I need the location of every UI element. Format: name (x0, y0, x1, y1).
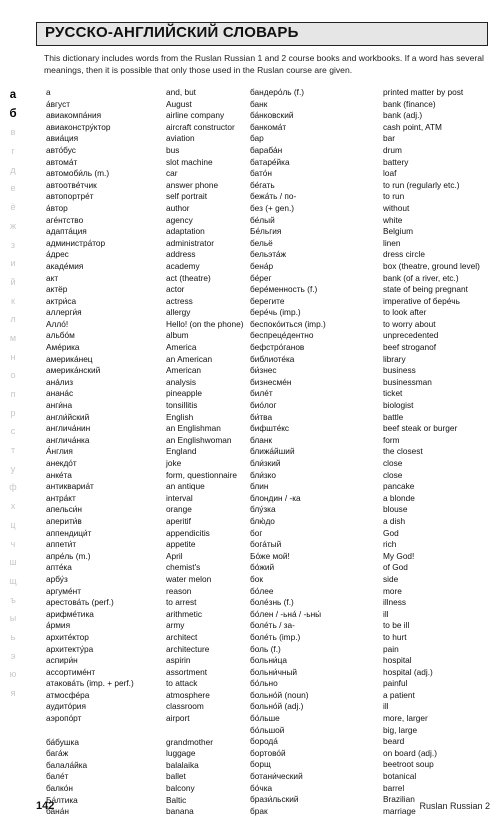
dictionary-entry: америка́нский (46, 365, 101, 376)
alphabet-letter: о (10, 370, 16, 381)
dictionary-entry: car (166, 168, 178, 179)
dictionary-entry: брак (250, 805, 268, 816)
alphabet-letter: з (10, 239, 16, 250)
alphabet-letter: р (10, 407, 16, 418)
dictionary-entry: антра́кт (46, 492, 76, 503)
dictionary-entry: more (383, 585, 402, 596)
dictionary-entry: анекдо́т (46, 458, 77, 468)
dictionary-entry: slot machine (166, 156, 213, 167)
dictionary-entry: боль (f.) (250, 643, 281, 654)
dictionary-entry: God (383, 527, 399, 538)
alphabet-letter: а (9, 89, 17, 101)
dictionary-entry: to arrest (166, 597, 197, 608)
russian-column-2 (250, 87, 326, 817)
dictionary-entry: pain (383, 643, 399, 654)
dictionary-entry: автомоби́ль (m.) (46, 168, 110, 179)
dictionary-entry: бана́н (46, 806, 69, 817)
dictionary-entry: бо́льше (250, 713, 280, 724)
dictionary-entry: August (166, 98, 192, 109)
dictionary-entry: банкома́т (250, 121, 287, 132)
dictionary-entry: адапта́ция (46, 226, 87, 237)
dictionary-entry: painful (383, 678, 408, 689)
dictionary-entry: cash point, ATM (383, 121, 442, 132)
dictionary-entry: Belgium (383, 226, 413, 237)
dictionary-entry: больно́й (noun) (250, 689, 309, 700)
dictionary-entry: on board (adj.) (383, 747, 437, 758)
alphabet-letter: п (10, 389, 16, 399)
dictionary-entry: администра́тор (46, 237, 106, 248)
dictionary-entry: Бе́льгия (250, 226, 282, 237)
dictionary-entry: арифме́тика (46, 608, 94, 619)
dictionary-entry: Baltic (166, 794, 187, 805)
dictionary-entry: appendicitis (166, 527, 210, 538)
dictionary-entry: a patient (383, 689, 415, 700)
dictionary-entry: businessman (383, 376, 432, 387)
dictionary-entry: reason (166, 585, 192, 596)
dictionary-entry: analysis (166, 376, 196, 387)
dictionary-entry: Hello! (on the phone) (166, 318, 244, 329)
alphabet-letter: ц (10, 519, 16, 530)
dictionary-entry: assortment (166, 666, 208, 677)
dictionary-entry: бежа́ть / по- (250, 191, 297, 202)
dictionary-entry: без (+ gen.) (250, 202, 295, 213)
dictionary-entry: бо́льно (250, 678, 278, 689)
dictionary-entry: grandmother (166, 736, 214, 747)
dictionary-entry: альбо́м (46, 330, 75, 341)
alphabet-letter: т (10, 445, 16, 456)
dictionary-entry: актёр (46, 284, 68, 295)
alphabet-letter: ш (9, 557, 17, 568)
dictionary-entry: анана́с (46, 388, 74, 399)
dictionary-entry: act (theatre) (166, 272, 211, 283)
dictionary-entry: ticket (383, 388, 403, 399)
dictionary-entry: арбу́з (46, 573, 68, 584)
dictionary-entry: актри́са (46, 295, 77, 306)
dictionary-entry: actress (166, 295, 193, 306)
dictionary-entry: balalaika (166, 759, 199, 770)
dictionary-entry: апре́ль (m.) (46, 550, 91, 561)
alphabet-letter: х (10, 501, 16, 512)
dictionary-entry: rich (383, 539, 397, 550)
dictionary-entry: architecture (166, 643, 210, 654)
dictionary-entry: берегите (250, 295, 285, 306)
alphabet-letter: к (11, 295, 15, 306)
dictionary-entry: aviation (166, 133, 195, 144)
dictionary-entry: больно́й (adj.) (250, 701, 304, 712)
dictionary-entry: hospital (383, 655, 412, 666)
dictionary-entry: airline company (166, 110, 225, 121)
alphabet-letter: ы (9, 613, 17, 624)
dictionary-entry: battle (383, 411, 404, 422)
dictionary-entry: and, but (166, 87, 196, 97)
dictionary-entry: to be ill (383, 620, 410, 631)
dictionary-entry: the closest (383, 446, 423, 457)
dictionary-entry: ботани́ческий (250, 771, 303, 782)
dictionary-entry: а́дрес (46, 249, 69, 260)
dictionary-entry: aircraft constructor (166, 121, 235, 132)
dictionary-entry: акт (46, 272, 59, 283)
dictionary-entry: бараба́н (250, 144, 283, 155)
dictionary-entry: beef steak or burger (383, 423, 458, 434)
alphabet-letter: ю (9, 669, 17, 680)
dictionary-entry: блю́до (250, 515, 275, 526)
dictionary-entry: business (383, 365, 416, 376)
alphabet-letter: г (11, 146, 15, 157)
dictionary-entry: album (166, 330, 189, 341)
dictionary-entry: бо́лее (250, 585, 274, 596)
dictionary-entry: to worry about (383, 318, 436, 329)
alphabet-letter: ж (9, 220, 17, 231)
dictionary-entry: авиаконстру́ктор (46, 121, 111, 132)
dictionary-entry: administrator (166, 237, 214, 248)
dictionary-entry: би́тва (250, 411, 273, 422)
dictionary-entry: америка́нец (46, 353, 93, 364)
dictionary-entry: botanical (383, 771, 417, 782)
dictionary-entry: бли́зко (250, 469, 276, 480)
dictionary-entry: ill (383, 608, 389, 619)
dictionary-entry: беспреце́дентно (250, 330, 314, 341)
title-box (36, 22, 488, 46)
dictionary-entry: а́вгуст (46, 98, 71, 109)
dictionary-entry: arithmetic (166, 608, 202, 619)
dictionary-entry: dress circle (383, 249, 425, 260)
alphabet-letter: е (10, 183, 16, 194)
dictionary-entry: бе́рег (250, 272, 272, 283)
dictionary-entry: аудито́рия (46, 701, 86, 712)
dictionary-entry: pineapple (166, 388, 202, 399)
dictionary-entry: больни́чный (250, 666, 298, 677)
alphabet-letter: б (9, 107, 17, 120)
dictionary-entry: architect (166, 631, 198, 642)
dictionary-entry: form, questionnaire (166, 469, 238, 480)
dictionary-entry: to hurt (383, 631, 407, 642)
dictionary-entry: аспири́н (46, 655, 78, 666)
dictionary-entry: библиоте́ка (250, 353, 295, 364)
alphabet-letter: ч (10, 538, 16, 549)
dictionary-entry: а (46, 87, 51, 97)
dictionary-entry: аперити́в (46, 515, 82, 526)
dictionary-entry: balcony (166, 783, 195, 794)
english-column-1 (166, 87, 244, 818)
dictionary-entry: а́втор (46, 202, 68, 213)
dictionary-entry: unprecedented (383, 330, 439, 341)
dictionary-entry: atmosphere (166, 689, 210, 700)
dictionary-entry: борщ (250, 759, 271, 770)
dictionary-entry: April (166, 550, 183, 561)
dictionary-entry: ба́бушка (46, 736, 79, 747)
dictionary-entry: orange (166, 504, 192, 515)
dictionary-entry: акаде́мия (46, 260, 84, 271)
alphabet-letter: н (10, 351, 16, 362)
alphabet-letter: я (10, 688, 16, 698)
dictionary-entry: close (383, 458, 403, 468)
dictionary-entry: апельси́н (46, 504, 82, 515)
dictionary-entry: banana (166, 806, 194, 817)
dictionary-entry: aperitif (166, 515, 191, 526)
dictionary-entry: англича́нка (46, 434, 90, 445)
dictionary-entry: био́лог (250, 400, 277, 411)
dictionary-entry: атакова́ть (imp. + perf.) (46, 678, 134, 689)
dictionary-entry: bus (166, 144, 180, 155)
dictionary-entry: бага́ж (46, 748, 69, 759)
dictionary-entry: England (166, 446, 197, 457)
alphabet-letter: с (10, 426, 16, 437)
dictionary-entry: linen (383, 237, 401, 248)
dictionary-entry: more, larger (383, 713, 428, 724)
dictionary-entry: беспоко́иться (imp.) (250, 318, 326, 329)
dictionary-entry: банк (250, 98, 268, 109)
dictionary-entry: боле́ть / за- (250, 620, 295, 631)
dictionary-entry: drum (383, 144, 402, 155)
dictionary-entry: бланк (250, 434, 273, 445)
dictionary-entry: бандеро́ль (f.) (250, 87, 305, 97)
dictionary-entry: library (383, 353, 406, 364)
dictionary-entry: англи́йский (46, 411, 90, 422)
dictionary-entry: to run (383, 191, 405, 202)
dictionary-entry: блондин / -ка (250, 492, 301, 503)
dictionary-entry: ближа́йший (250, 446, 295, 457)
dictionary-entry: My God! (383, 550, 415, 561)
dictionary-entry: антиквариа́т (46, 481, 94, 492)
dictionary-entry: beetroot soup (383, 759, 434, 770)
dictionary-entry: marriage (383, 805, 416, 816)
dictionary-entry: бо́чка (250, 782, 273, 793)
dictionary-entry: бефстро́ганов (250, 342, 305, 353)
dictionary-entry: imperative of бере́чь (383, 295, 460, 306)
dictionary-entry: beef stroganof (383, 342, 437, 353)
page-number: 142 (36, 800, 55, 812)
dictionary-entry: form (383, 434, 400, 445)
dictionary-entry: chemist's (166, 562, 201, 573)
dictionary-entry: bank (finance) (383, 98, 436, 109)
dictionary-entry: bank (of a river, etc.) (383, 272, 459, 283)
dictionary-entry: бере́чь (imp.) (250, 307, 301, 318)
dictionary-entry: бо́жий (250, 562, 275, 573)
dictionary-entry: pancake (383, 481, 415, 492)
dictionary-entry: авиа́ция (46, 133, 79, 144)
dictionary-entry: tonsillitis (166, 400, 198, 411)
dictionary-entry: атмосфе́ра (46, 689, 90, 700)
dictionary-entry: балала́йка (46, 759, 88, 770)
dictionary-entry: classroom (166, 701, 204, 712)
dictionary-entry: army (166, 620, 185, 631)
dictionary-entry: Алло́! (46, 318, 69, 329)
dictionary-entry: биле́т (250, 388, 273, 399)
dictionary-entry: бе́лый (250, 214, 275, 225)
alphabet-letter: д (10, 164, 16, 175)
dictionary-entry: боле́знь (f.) (250, 597, 294, 608)
alphabet-letter: в (10, 127, 16, 138)
dictionary-entry: А́нглия (46, 446, 73, 457)
dictionary-entry: joke (166, 458, 182, 468)
dictionary-entry: blouse (383, 504, 408, 515)
dictionary-entry: бато́н (250, 168, 272, 179)
alphabet-letter: щ (9, 575, 17, 586)
page-title: РУССКО-АНГЛИЙСКИЙ СЛОВАРЬ (45, 24, 299, 41)
dictionary-entry: box (theatre, ground level) (383, 260, 480, 271)
dictionary-entry: ба́нковский (250, 110, 294, 121)
dictionary-entry: hospital (adj.) (383, 666, 433, 677)
dictionary-entry: ballet (166, 771, 186, 782)
alphabet-letter: й (10, 276, 16, 287)
dictionary-entry: side (383, 573, 399, 584)
dictionary-entry: academy (166, 260, 200, 271)
dictionary-entry: блин (250, 481, 269, 492)
dictionary-entry: Аме́рика (46, 342, 80, 353)
dictionary-entry: water melon (166, 573, 212, 584)
dictionary-entry: an Englishwoman (166, 434, 232, 445)
dictionary-entry: брази́льский (250, 794, 299, 805)
dictionary-entry: state of being pregnant (383, 284, 468, 295)
dictionary-entry: of God (383, 562, 408, 573)
dictionary-entry: to attack (166, 678, 198, 689)
alphabet-index (6, 86, 20, 703)
dictionary-entry: бог (250, 527, 263, 538)
dictionary-entry: appetite (166, 539, 196, 550)
dictionary-entry: аппендици́т (46, 527, 92, 538)
dictionary-entry: анги́на (46, 400, 73, 411)
dictionary-entry: an Englishman (166, 423, 221, 434)
dictionary-entry: бельэта́ж (250, 249, 287, 260)
dictionary-entry: Brazilian (383, 794, 415, 805)
dictionary-entry: luggage (166, 748, 196, 759)
dictionary-entry (166, 725, 244, 737)
dictionary-entry: бо́льшой (250, 724, 285, 735)
dictionary-entry: ассортиме́нт (46, 666, 96, 677)
dictionary-entry: an American (166, 353, 213, 364)
dictionary-entry: бар (250, 133, 264, 144)
dictionary-entry: бере́менность (f.) (250, 284, 318, 295)
alphabet-letter: у (10, 463, 16, 474)
dictionary-entry: автопортре́т (46, 191, 94, 202)
dictionary-entry: би́знес (250, 365, 277, 376)
alphabet-letter: ф (9, 482, 17, 493)
dictionary-entry: ill (383, 701, 389, 712)
dictionary-entry: бе́гать (250, 179, 275, 190)
book-title: Ruslan Russian 2 (419, 801, 490, 811)
dictionary-entry: архитекту́ра (46, 643, 94, 654)
dictionary-entry: American (166, 365, 202, 376)
dictionary-entry: allergy (166, 307, 191, 318)
dictionary-entry: Ба́лтика (46, 794, 78, 805)
dictionary-entry: бизнесме́н (250, 376, 292, 387)
dictionary-entry: бельё (250, 237, 273, 248)
dictionary-entry: self portrait (166, 191, 208, 202)
alphabet-letter: ъ (10, 594, 16, 605)
dictionary-entry: barrel (383, 782, 405, 793)
dictionary-entry: аппети́т (46, 539, 77, 550)
dictionary-entry (46, 725, 134, 737)
dictionary-entry: bank (adj.) (383, 110, 423, 121)
alphabet-letter: ь (10, 631, 16, 642)
dictionary-entry: bar (383, 133, 395, 144)
dictionary-entry: America (166, 342, 197, 353)
dictionary-entry: white (383, 214, 403, 225)
dictionary-entry: автоотве́тчик (46, 179, 97, 190)
dictionary-entry: agency (166, 214, 193, 225)
dictionary-entry: бортово́й (250, 747, 286, 758)
dictionary-entry: боле́ть (imp.) (250, 631, 301, 642)
dictionary-entry: printed matter by post (383, 87, 464, 97)
dictionary-entry: actor (166, 284, 185, 295)
dictionary-entry: аллерги́я (46, 307, 82, 318)
dictionary-entry: бок (250, 573, 263, 584)
dictionary-entry: Бо́же мой! (250, 550, 290, 561)
dictionary-entry: answer phone (166, 179, 219, 190)
dictionary-entry: авиакомпа́ния (46, 110, 102, 121)
russian-column-1 (46, 87, 134, 818)
dictionary-entry: бале́т (46, 771, 69, 782)
dictionary-entry: author (166, 202, 190, 213)
dictionary-entry: adaptation (166, 226, 205, 237)
dictionary-entry: ана́лиз (46, 376, 74, 387)
dictionary-entry: address (166, 249, 196, 260)
alphabet-letter: ё (10, 202, 16, 213)
dictionary-entry: interval (166, 492, 193, 503)
dictionary-entry: аргуме́нт (46, 585, 82, 596)
dictionary-entry: а́рмия (46, 620, 71, 631)
dictionary-entry: бога́тый (250, 539, 282, 550)
alphabet-letter: э (10, 650, 16, 661)
english-column-2 (383, 87, 480, 817)
dictionary-entry: loaf (383, 168, 397, 179)
dictionary-entry: aspirin (166, 655, 191, 666)
dictionary-entry: big, large (383, 724, 418, 735)
dictionary-entry: battery (383, 156, 409, 167)
dictionary-entry: архите́ктор (46, 631, 89, 642)
dictionary-entry: больни́ца (250, 655, 287, 666)
dictionary-entry: аге́нтство (46, 214, 84, 225)
dictionary-entry: to look after (383, 307, 427, 318)
alphabet-letter: и (10, 258, 16, 269)
dictionary-entry: airport (166, 713, 190, 724)
dictionary-entry: an antique (166, 481, 205, 492)
dictionary-entry: балко́н (46, 783, 73, 794)
dictionary-entry: бифште́кс (250, 423, 290, 434)
dictionary-entry: англича́нин (46, 423, 91, 434)
intro-text: This dictionary includes words from the Ruslan Russian 1 and 2 course books and workbooks. If a word has several meanings, then it is possible that only those used in the Ruslan course are given. (44, 53, 484, 75)
dictionary-entry: арестова́ть (perf.) (46, 597, 114, 608)
dictionary-entry: biologist (383, 400, 414, 411)
dictionary-entry: авто́бус (46, 144, 76, 155)
dictionary-entry: автома́т (46, 156, 78, 167)
dictionary-entry: close (383, 469, 403, 480)
dictionary-entry: illness (383, 597, 407, 608)
dictionary-entry: a dish (383, 515, 406, 526)
alphabet-letter: л (10, 314, 16, 325)
dictionary-entry: блу́зка (250, 504, 276, 515)
dictionary-entry: батаре́йка (250, 156, 290, 167)
dictionary-entry: English (166, 411, 194, 422)
dictionary-entry: борода́ (250, 736, 278, 747)
dictionary-entry: бли́зкий (250, 458, 281, 468)
dictionary-entry: бо́лен / -ьна́ / -ьны́ (250, 608, 322, 619)
dictionary-entry: a blonde (383, 492, 415, 503)
dictionary-entry: апте́ка (46, 562, 72, 573)
dictionary-entry: бена́р (250, 260, 274, 271)
alphabet-letter: м (9, 332, 17, 343)
dictionary-entry: анке́та (46, 469, 72, 480)
dictionary-entry: beard (383, 736, 405, 747)
dictionary-entry: аэропо́рт (46, 713, 82, 724)
dictionary-entry: without (383, 202, 410, 213)
dictionary-entry: to run (regularly etc.) (383, 179, 460, 190)
